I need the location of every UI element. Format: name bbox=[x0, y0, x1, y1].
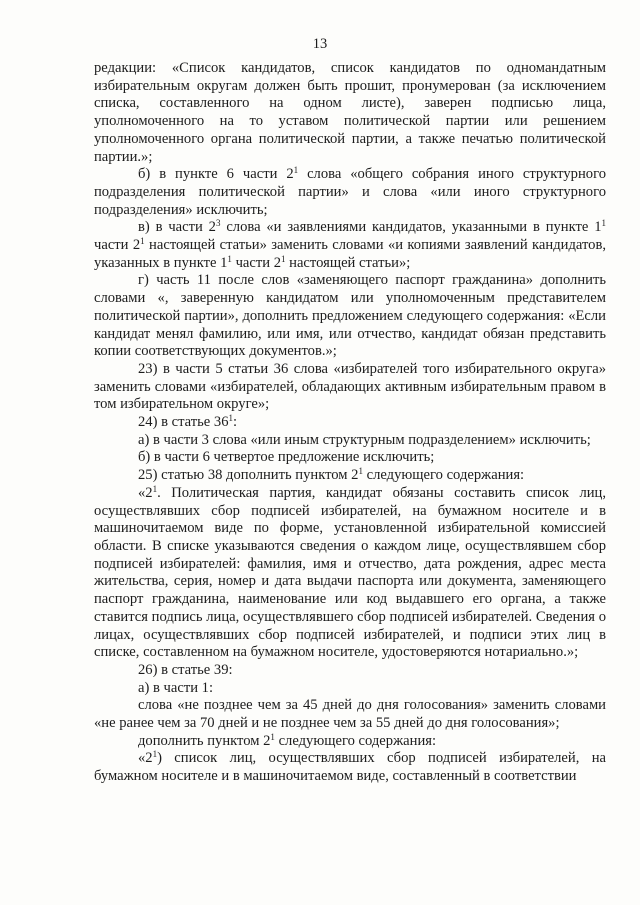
text-run: а) в части 1: bbox=[138, 679, 214, 696]
paragraph bbox=[94, 485, 606, 662]
superscript: 1 bbox=[270, 731, 275, 742]
text-run: слова «не позднее чем за 45 дней до дня голосования» заменить словами «не ранее чем за 70 дней и не позднее чем за 55 дней до дня голосования»; bbox=[94, 697, 606, 732]
text-run: следующего содержания: bbox=[362, 467, 525, 484]
text-run: дополнить пунктом 2 bbox=[138, 732, 271, 749]
paragraph bbox=[94, 414, 606, 432]
superscript: 1 bbox=[152, 749, 158, 760]
paragraph bbox=[94, 219, 606, 272]
paragraph bbox=[94, 272, 606, 361]
text-run: следующего содержания: bbox=[274, 732, 437, 749]
text-run: настоящей статьи» заменить словами «и копиями заявлений кандидатов, указанных в пункте 1 bbox=[94, 237, 606, 271]
paragraph bbox=[94, 662, 606, 680]
text-run: б) в пункте 6 части 2 bbox=[138, 166, 294, 183]
paragraph bbox=[94, 733, 606, 751]
text-run: слова «общего собрания иного структурного подразделения политической партии» и слова «или иного структурного подразделения» исключить; bbox=[94, 166, 606, 218]
paragraph bbox=[94, 467, 606, 485]
text-run: : bbox=[233, 414, 238, 431]
text-run: редакции: «Список кандидатов, список кандидатов по одномандатным избирательным округам должен быть прошит, пронумерован (за исключением списка, составленного на одном листе), заверен подписью лица, уполномоченного на то уставом политической партии или решением уполномоченного органа политической партии, а также печатью политической партии.»; bbox=[94, 60, 606, 165]
text-run: 24) в статье 36 bbox=[138, 414, 229, 431]
text-run: б) в части 6 четвертое предложение исключить; bbox=[138, 449, 435, 466]
paragraph bbox=[94, 361, 606, 414]
paragraph bbox=[94, 432, 606, 450]
text-run: а) в части 3 слова «или иным структурным подразделением» исключить; bbox=[138, 431, 591, 448]
superscript: 1 bbox=[228, 413, 234, 424]
paragraph bbox=[94, 166, 606, 219]
text-run: ) список лиц, осуществлявших сбор подписей избирателей, на бумажном носителе и в машиночитаемом виде, составленный в соответствии bbox=[94, 750, 606, 785]
text-run: в) в части 2 bbox=[138, 219, 216, 236]
superscript: 1 bbox=[293, 165, 299, 176]
text-run: настоящей статьи»; bbox=[285, 254, 411, 271]
text-run: части 2 bbox=[231, 254, 281, 271]
text-run: «2 bbox=[138, 750, 153, 767]
paragraph bbox=[94, 680, 606, 698]
text-run: «2 bbox=[138, 484, 153, 501]
text-run: 23) в части 5 статьи 36 слова «избирателей того избирательного округа» заменить словами «избирателей, обладающих активным избирательным правом в том избирательном округе»; bbox=[94, 360, 606, 413]
superscript: 1 bbox=[281, 253, 286, 264]
superscript: 3 bbox=[215, 218, 221, 229]
document-body bbox=[94, 60, 606, 786]
superscript: 1 bbox=[601, 218, 607, 229]
page-number: 13 bbox=[312, 36, 328, 52]
paragraph bbox=[94, 750, 606, 785]
text-run: . Политическая партия, кандидат обязаны составить список лиц, осуществлявших сбор подписей избирателей, на бумажном носителе и в машиночитаемом виде по форме, установленной избирательной комиссией области. В списке указываются сведения о каждом лице, осуществлявшем сбор подписей избирателей: фамилия, имя и отчество, дата рождения, адрес места жительства, серия, номер и дата выдачи паспорта или документа, заменяющего паспорт гражданина, наименование или код выдавшего его органа, а также ставится подпись лица, осуществлявшего сбор подписей избирателей. Сведения о лицах, осуществлявших сбор подписей избирателей, и подписи этих лиц в списке, составленном на бумажном носителе, удостоверяются нотариально.»; bbox=[94, 484, 606, 661]
superscript: 1 bbox=[152, 483, 158, 494]
text-run: слова «и заявлениями кандидатов, указанными в пункте 1 bbox=[220, 219, 602, 236]
paragraph bbox=[94, 697, 606, 732]
text-run: части 2 bbox=[94, 237, 141, 254]
superscript: 1 bbox=[358, 466, 363, 477]
paragraph bbox=[94, 60, 606, 166]
superscript: 1 bbox=[140, 236, 145, 247]
text-run: г) часть 11 после слов «заменяющего паспорт гражданина» дополнить словами «, заверенную кандидатом или уполномоченным представителем политической партии», дополнить предложением следующего содержания: «Если кандидат менял фамилию, или имя, или отчество, кандидат обязан представить копии соответствующих документов.»; bbox=[94, 272, 606, 360]
text-run: 26) в статье 39: bbox=[138, 661, 233, 678]
paragraph bbox=[94, 449, 606, 467]
superscript: 1 bbox=[227, 253, 232, 264]
text-run: 25) статью 38 дополнить пунктом 2 bbox=[138, 467, 359, 484]
